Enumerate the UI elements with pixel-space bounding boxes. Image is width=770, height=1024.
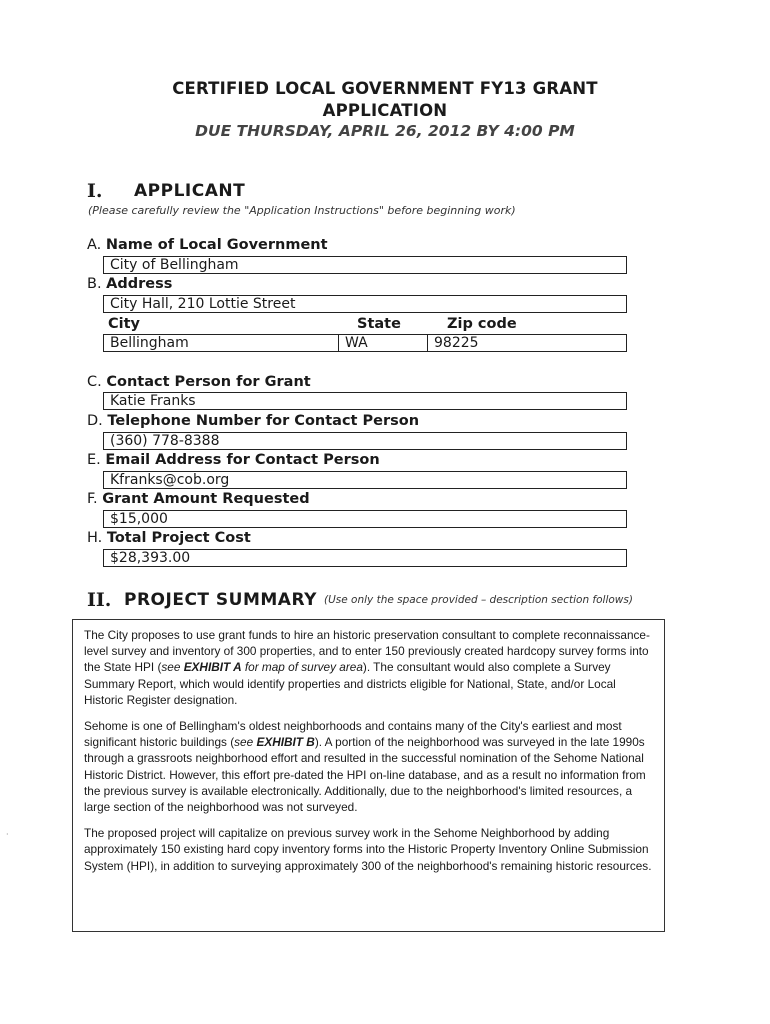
grant-amount-field[interactable]: $15,000 <box>103 510 627 528</box>
field-b-text: Address <box>106 276 173 292</box>
summary-paragraph-2 <box>84 718 654 815</box>
summary-p1-text-c: ). The consultant would also complete a Survey Summary Report, which would identify properties and districts eligible for National, State, and/or Local Historic Register designation. <box>84 660 616 707</box>
state-field[interactable]: WA <box>338 334 428 352</box>
field-d-label <box>87 413 419 429</box>
summary-p1-text-a: The City proposes to use grant funds to hire an historic preservation consultant to complete reconnaissance-level survey and inventory of 300 properties, and to enter 150 previously created hardcopy survey forms into the State HPI ( <box>84 628 650 675</box>
margin-mark: · <box>6 830 9 839</box>
field-c-text: Contact Person for Grant <box>106 374 311 390</box>
project-summary-box[interactable] <box>72 619 665 932</box>
city-field[interactable]: Bellingham <box>103 334 339 352</box>
field-d-text: Telephone Number for Contact Person <box>107 413 420 429</box>
city-label: City <box>108 316 140 332</box>
section1-title: APPLICANT <box>134 181 246 201</box>
form-title-line2: APPLICATION <box>322 101 448 120</box>
field-e-text: Email Address for Contact Person <box>105 452 380 468</box>
field-c-label <box>87 374 311 390</box>
due-date: DUE THURSDAY, APRIL 26, 2012 BY 4:00 PM <box>195 122 575 140</box>
zip-label: Zip code <box>447 316 517 332</box>
contact-person-field[interactable]: Katie Franks <box>103 392 627 410</box>
field-f-text: Grant Amount Requested <box>102 491 310 507</box>
form-title-line1: CERTIFIED LOCAL GOVERNMENT FY13 GRANT <box>172 79 598 98</box>
section2-title: PROJECT SUMMARY <box>124 590 317 610</box>
field-d-letter: D. <box>87 413 103 429</box>
summary-paragraph-3: The proposed project will capitalize on previous survey work in the Sehome Neighborhood by adding approximately 150 existing hard copy inventory forms into the Historic Property Inventory Online Submission System (HPI), in addition to surveying approximately 300 of the neighborhood's remaining historic resources. <box>84 826 652 873</box>
field-a-label <box>87 237 328 253</box>
summary-p2-text-b: ). A portion of the neighborhood was surveyed in the late 1990s through a grassroots neighborhood effort and resulted in the successful nomination of the Sehome National Historic District. However, this effort pre-dated the HPI on-line database, and as a result no information from the previous survey is available electronically. Additionally, due to the neighborhood's limited resources, a large section of the neighborhood was not surveyed. <box>84 735 646 815</box>
field-a-letter: A. <box>87 237 102 253</box>
summary-p2-see: see <box>234 735 257 750</box>
zip-field[interactable]: 98225 <box>427 334 627 352</box>
field-f-label <box>87 491 310 507</box>
field-c-letter: C. <box>87 374 102 390</box>
field-e-label <box>87 452 380 468</box>
email-field[interactable]: Kfranks@cob.org <box>103 471 627 489</box>
field-h-letter: H. <box>87 530 103 546</box>
address-field[interactable]: City Hall, 210 Lottie Street <box>103 295 627 313</box>
summary-p1-exhibit: EXHIBIT A <box>183 660 242 675</box>
field-a-text: Name of Local Government <box>105 237 328 253</box>
state-label: State <box>357 316 401 332</box>
local-government-field[interactable]: City of Bellingham <box>103 256 627 274</box>
field-b-label <box>87 276 172 292</box>
section2-number: II. <box>87 589 112 611</box>
summary-p1-see: see <box>161 660 184 675</box>
total-cost-field[interactable]: $28,393.00 <box>103 549 627 567</box>
summary-p2-text-a: Sehome is one of Bellingham's oldest neighborhoods and contains many of the City's earliest and most significant historic buildings ( <box>84 719 622 750</box>
summary-paragraph-1 <box>84 627 654 708</box>
summary-p1-text-b: for map of survey area <box>241 660 363 675</box>
field-b-letter: B. <box>87 276 102 292</box>
field-h-label <box>87 530 251 546</box>
telephone-field[interactable]: (360) 778-8388 <box>103 432 627 450</box>
field-f-letter: F. <box>87 491 98 507</box>
field-e-letter: E. <box>87 452 101 468</box>
section1-note: (Please carefully review the "Application Instructions" before beginning work) <box>88 204 516 217</box>
section1-number: I. <box>87 180 103 202</box>
summary-p2-exhibit: EXHIBIT B <box>256 735 315 750</box>
field-h-text: Total Project Cost <box>106 530 251 546</box>
section2-note: (Use only the space provided – description section follows) <box>324 594 633 606</box>
